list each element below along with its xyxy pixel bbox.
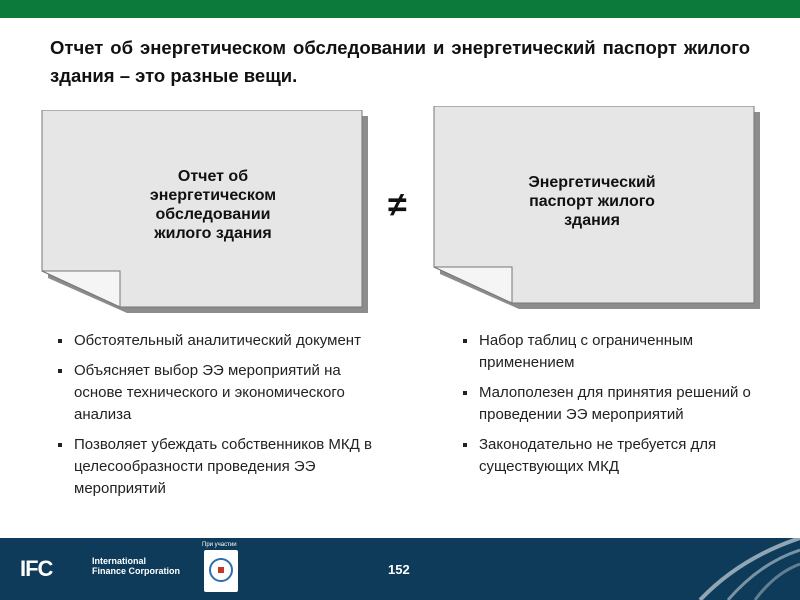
org-line-2: Finance Corporation [92,566,181,576]
org-line-1: International [92,556,147,566]
partner-logo-icon [204,550,238,592]
list-item [58,360,378,426]
passport-card [432,106,762,311]
list-item-text: Законодательно не требуется для существующих МКД [479,436,717,475]
list-item-text: Позволяет убеждать собственников МКД в целесообразности проведения ЭЭ мероприятий [74,436,372,497]
list-item-text: Набор таблиц с ограниченным применением [479,332,694,371]
not-equal-symbol: ≠ [388,186,407,224]
report-bullets [58,330,378,508]
bullet-icon [463,391,467,395]
report-card-label: Отчет об энергетическом обследовании жилого здания [149,168,277,242]
list-item [463,330,763,374]
footer-bar [0,538,800,600]
top-accent-bar [0,0,800,18]
list-item-text: Объясняет выбор ЭЭ мероприятий на основе технического и экономического анализа [74,362,345,423]
page-title: Отчет об энергетическом обследовании и энергетический паспорт жилого здания – это разные вещи. [50,37,750,86]
partner-label: При участии [202,542,237,548]
page-number: 152 [388,562,410,577]
list-item [58,434,378,500]
bullet-icon [58,369,62,373]
list-item-text: Обстоятельный аналитический документ [74,332,361,349]
bullet-icon [58,443,62,447]
ifc-org-name [92,556,180,576]
passport-bullets [463,330,763,486]
list-item [463,434,763,478]
ifc-logo: IFC [20,556,53,581]
bullet-icon [58,339,62,343]
list-item [463,382,763,426]
list-item-text: Малополезен для принятия решений о проведении ЭЭ мероприятий [479,384,751,423]
report-card [40,110,370,315]
bullet-icon [463,443,467,447]
bullet-icon [463,339,467,343]
passport-card-label: Энергетический паспорт жилого здания [528,174,656,229]
list-item [58,330,378,352]
